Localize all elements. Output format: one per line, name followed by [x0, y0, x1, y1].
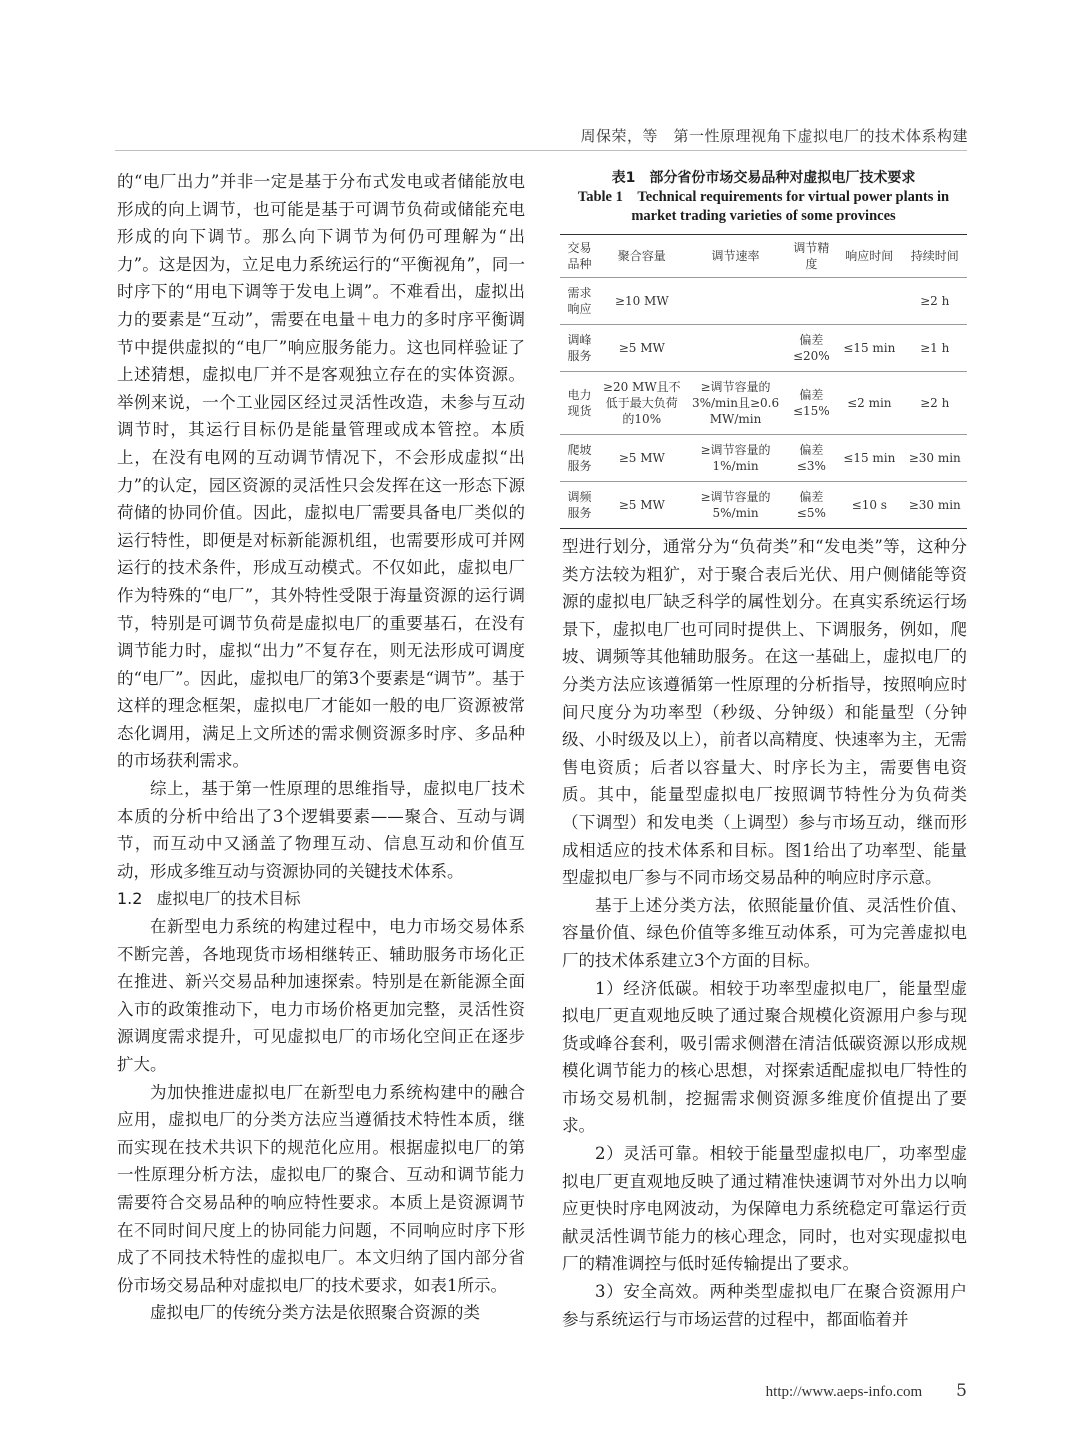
paragraph: 2）灵活可靠。相较于能量型虚拟电厂，功率型虚拟电厂更直观地反映了通过精准快速调节对外出力以响应更快时序电网波动，为保障电力系统稳定可靠运行贡献灵活性调节能力的核心理念，同时，也对实现虚拟电厂的精准调控与低时延传输提出了要求。 — [562, 1144, 967, 1274]
table-cell — [836, 278, 902, 325]
table-cell: 偏差≤15% — [787, 372, 837, 435]
table-cell: ≥调节容量的1%/min — [685, 435, 787, 482]
table-cell: ≥10 MW — [599, 278, 685, 325]
running-header: 周保荣，等 第一性原理视角下虚拟电厂的技术体系构建 — [580, 127, 968, 145]
section-number: 1.2 — [117, 889, 143, 909]
table-cell: ≥5 MW — [618, 498, 665, 512]
table-cell: 偏差≤5% — [796, 490, 826, 520]
header-rule — [115, 150, 967, 151]
table-cell: ≤15 min — [836, 325, 902, 372]
table-cell: ≥1 h — [903, 325, 968, 372]
paragraph: 基于上述分类方法，依照能量价值、灵活性价值、容量价值、绿色价值等多维互动体系，可为完善虚拟电厂的技术体系建立3个方面的目标。 — [562, 895, 967, 970]
table-cell: ≥5 MW — [599, 325, 685, 372]
table-header-cell: 聚合容量 — [599, 235, 685, 278]
paragraph: 3）安全高效。两种类型虚拟电厂在聚合资源用户参与系统运行与市场运营的过程中，都面临着并 — [562, 1282, 967, 1329]
paragraph: 的“电厂出力”并非一定是基于分布式发电或者储能放电形成的向上调节，也可能是基于可调节负荷或储能充电形成的向下调节。那么向下调节为何仍可理解为“出力”。这是因为，立足电力系统运行的“平衡视角”，同一时序下的“用电下调等于发电上调”。不难看出，虚拟出力的要素是“互动”，需要在电量＋电力的多时序平衡调节中提供虚拟的“电厂”响应服务能力。这也同样验证了上述猜想，虚拟电厂并不是客观独立存在的实体资源。举例来说，一个工业园区经过灵活性改造，未参与互动调节时，其运行目标仍是能量管理或成本管控。本质上，在没有电网的互动调节情况下，不会形成虚拟“出力”的认定，园区资源的灵活性只会发挥在这一形态下源荷储的协同价值。因此，虚拟电厂需要具备电厂类似的运行特性，即便是对标新能源机组，也需要形成可并网运行的技术条件，形成互动模式。不仅如此，虚拟电厂作为特殊的“电厂”，其外特性受限于海量资源的运行调节，特别是可调节负荷是虚拟电厂的重要基石，在没有调节能力时，虚拟“出力”不复存在，则无法形成可调度的“电厂”。因此，虚拟电厂的第3个要素是“调节”。基于这样的理念框架，虚拟电厂才能如一般的电厂资源被常态化调用，满足上文所述的需求侧资源多时序、多品种的市场获利需求。 — [117, 172, 525, 771]
table-row — [560, 372, 967, 435]
table-cell: ≥2 h — [903, 278, 968, 325]
table-caption-zh: 表1 部分省份市场交易品种对虚拟电厂技术要求 — [611, 170, 916, 186]
table-cell: ≤10 s — [851, 498, 887, 512]
page-footer — [766, 1381, 967, 1401]
paragraph: 为加快推进虚拟电厂在新型电力系统构建中的融合应用，虚拟电厂的分类方法应当遵循技术特性本质，继而实现在技术共识下的规范化应用。根据虚拟电厂的第一性原理分析方法，虚拟电厂的聚合、互动和调节能力需要符合交易品种的响应特性要求。本质上是资源调节在不同时间尺度上的协同能力问题，不同响应时序下形成了不同技术特性的虚拟电厂。本文归纳了国内部分省份市场交易品种对虚拟电厂的技术要求，如表1所示。 — [117, 1082, 525, 1295]
table-cell: ≤15 min — [836, 435, 902, 482]
table-row — [560, 482, 967, 529]
table-cell: 调频服务 — [567, 490, 592, 520]
table-row — [560, 278, 967, 325]
paragraph: 综上，基于第一性原理的思维指导，虚拟电厂技术本质的分析中给出了3个逻辑要素——聚合、互动与调节，而互动中又涵盖了物理互动、信息互动和价值互动，形成多维互动与资源协同的关键技术体系。 — [117, 779, 525, 881]
paragraph: 在新型电力系统的构建过程中，电力市场交易体系不断完善，各地现货市场相继转正、辅助服务市场化正在推进、新兴交易品种加速探索。特别是在新能源全面入市的政策推动下，电力市场价格更加完整，灵活性资源调度需求提升，可见虚拟电厂的市场化空间正在逐步扩大。 — [117, 917, 525, 1074]
table-cell: ≥20 MW且不低于最大负荷的10% — [599, 372, 685, 435]
paragraph: 型进行划分，通常分为“负荷类”和“发电类”等，这种分类方法较为粗犷，对于聚合表后光伏、用户侧储能等资源的虚拟电厂缺乏科学的属性划分。在真实系统运行场景下，虚拟电厂也可同时提供上、下调服务，例如，爬坡、调频等其他辅助服务。在这一基础上，虚拟电厂的分类方法应该遵循第一性原理的分析指导，按照响应时间尺度分为功率型（秒级、分钟级）和能量型（分钟级、小时级及以上），前者以高精度、快速率为主，无需售电资质；后者以容量大、时序长为主，需要售电资质。其中，能量型虚拟电厂按照调节特性分为负荷类（下调型）和发电类（上调型）参与市场互动，继而形成相适应的技术体系和目标。图1给出了功率型、能量型虚拟电厂参与不同市场交易品种的响应时序示意。 — [562, 537, 967, 888]
table-cell: 爬坡服务 — [560, 435, 599, 482]
table-header-cell: 交易品种 — [560, 235, 599, 278]
left-column — [117, 168, 525, 1327]
page-number: 5 — [956, 1381, 967, 1401]
table-row — [560, 325, 967, 372]
journal-url: http://www.aeps-info.com — [765, 1384, 923, 1400]
table-cell — [787, 278, 837, 325]
table-cell: 偏差≤3% — [787, 435, 837, 482]
table-header-cell: 调节精度 — [787, 235, 837, 278]
table-cell: ≥调节容量的5%/min — [700, 490, 771, 520]
table-header-row — [560, 235, 967, 278]
table-1-block — [560, 168, 967, 529]
table-header-cell: 调节速率 — [685, 235, 787, 278]
paragraph: 1）经济低碳。相较于功率型虚拟电厂，能量型虚拟电厂更直观地反映了通过聚合规模化资源用户参与现货或峰谷套利，吸引需求侧潜在清洁低碳资源以形成规模化调节能力的核心思想，对探索适配虚拟电厂特性的市场交易机制，挖掘需求侧资源多维度价值提出了要求。 — [562, 978, 967, 1136]
table-header-cell: 持续时间 — [903, 235, 968, 278]
table-cell — [685, 325, 787, 372]
table-cell: 调峰服务 — [560, 325, 599, 372]
table-caption-en: Table 1 Technical requirements for virtual power plants in market trading varieties of some provinces — [577, 189, 950, 224]
table-cell — [685, 278, 787, 325]
table-cell: ≤2 min — [836, 372, 902, 435]
table-row — [560, 435, 967, 482]
right-column — [562, 533, 967, 1333]
table-cell: ≥30 min — [908, 498, 961, 512]
paragraph: 虚拟电厂的传统分类方法是依照聚合资源的类 — [150, 1303, 480, 1323]
table-header-cell: 响应时间 — [836, 235, 902, 278]
section-title: 虚拟电厂的技术目标 — [156, 889, 301, 909]
table-cell: ≥5 MW — [599, 435, 685, 482]
table-cell: ≥调节容量的3%/min且≥0.6 MW/min — [685, 372, 787, 435]
table-cell: ≥30 min — [903, 435, 968, 482]
table-cell: 电力现货 — [560, 372, 599, 435]
table-cell: 偏差≤20% — [787, 325, 837, 372]
table-cell: ≥2 h — [903, 372, 968, 435]
section-heading — [117, 885, 525, 913]
table-cell: 需求响应 — [560, 278, 599, 325]
requirements-table — [560, 234, 967, 529]
table-caption — [560, 168, 967, 226]
